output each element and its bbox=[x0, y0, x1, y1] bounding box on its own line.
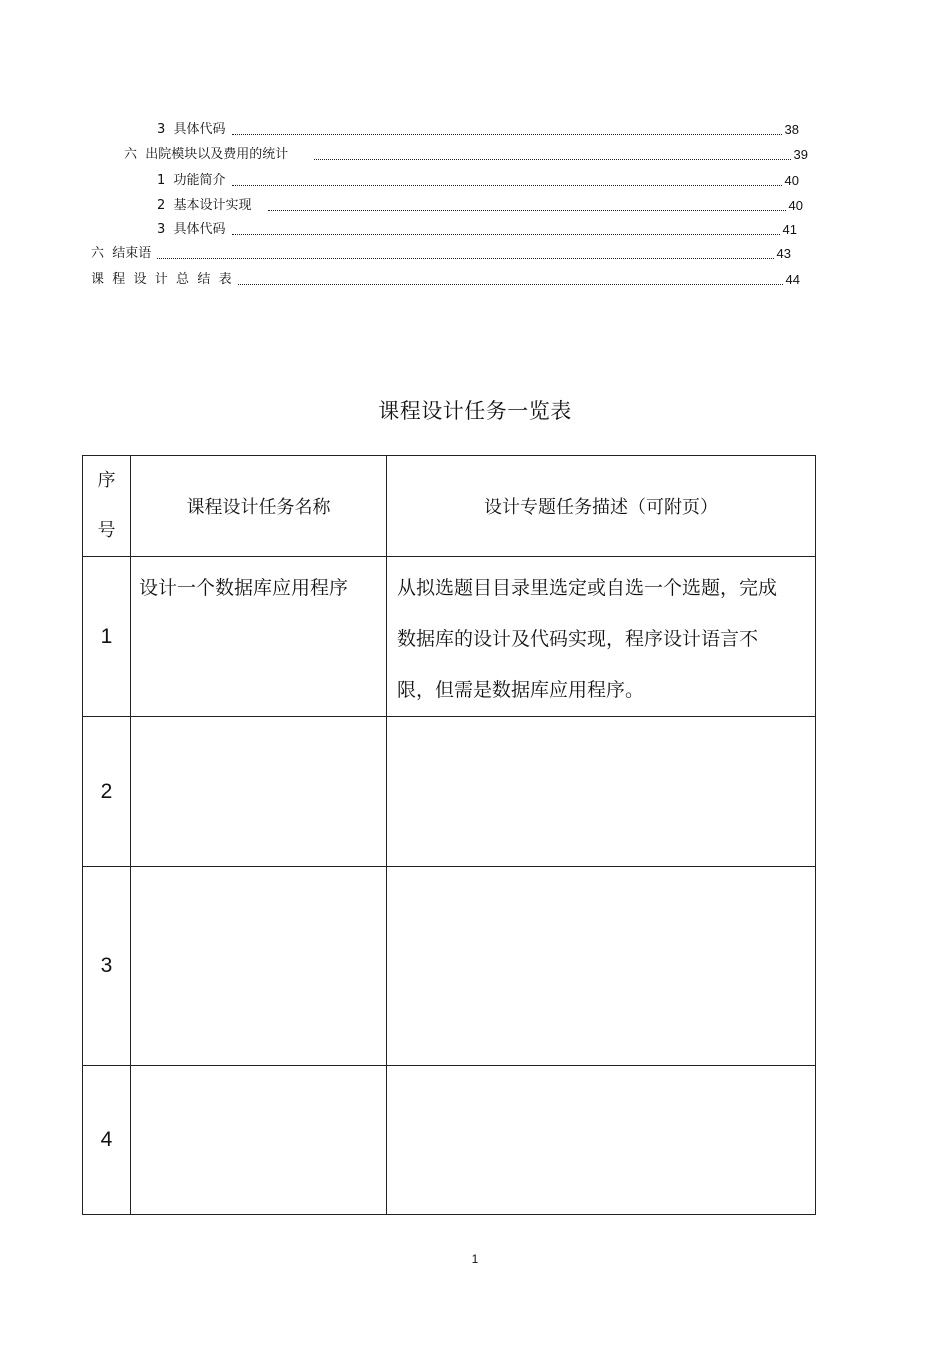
table-row bbox=[83, 557, 816, 717]
task-name-cell[interactable] bbox=[131, 717, 387, 867]
toc-label: 六 结束语 bbox=[91, 246, 152, 261]
header-number-line2: 号 bbox=[97, 520, 116, 541]
toc-entry[interactable] bbox=[124, 145, 808, 163]
task-name-cell[interactable]: 设计一个数据库应用程序 bbox=[131, 557, 387, 717]
toc-entry[interactable] bbox=[157, 196, 803, 214]
task-description-cell[interactable] bbox=[387, 1066, 816, 1215]
toc-page: 44 bbox=[785, 272, 800, 287]
toc-leader bbox=[314, 158, 790, 160]
task-description-cell[interactable] bbox=[387, 717, 816, 867]
task-description-cell[interactable]: 从拟选题目目录里选定或自选一个选题，完成数据库的设计及代码实现，程序设计语言不限，但需是数据库应用程序。 bbox=[387, 557, 816, 717]
toc-label: 六 出院模块以及费用的统计 bbox=[124, 147, 289, 162]
header-number-line1: 序 bbox=[97, 470, 116, 491]
page-title: 课程设计任务一览表 bbox=[378, 399, 572, 423]
toc-leader bbox=[232, 133, 782, 135]
toc-leader bbox=[238, 283, 783, 285]
toc-leader bbox=[268, 209, 786, 211]
toc-page: 39 bbox=[793, 147, 808, 162]
row-number: 3 bbox=[83, 867, 131, 1066]
header-task-description: 设计专题任务描述（可附页） bbox=[387, 456, 816, 557]
toc-label: 2 基本设计实现 bbox=[157, 198, 252, 213]
table-row bbox=[83, 867, 816, 1066]
toc-entry[interactable] bbox=[157, 220, 797, 238]
table-row bbox=[83, 1066, 816, 1215]
toc-entry[interactable] bbox=[91, 270, 800, 288]
toc-leader bbox=[157, 257, 773, 259]
toc-label: 课 程 设 计 总 结 表 bbox=[91, 272, 232, 287]
toc-leader bbox=[232, 233, 780, 235]
header-number bbox=[83, 456, 131, 557]
row-number: 2 bbox=[83, 717, 131, 867]
task-name-cell[interactable] bbox=[131, 867, 387, 1066]
page-number: 1 bbox=[471, 1252, 479, 1266]
toc-entry[interactable] bbox=[157, 171, 799, 189]
toc-page: 38 bbox=[784, 122, 799, 137]
table-row bbox=[83, 717, 816, 867]
header-task-name: 课程设计任务名称 bbox=[131, 456, 387, 557]
toc-label: 1 功能简介 bbox=[157, 173, 226, 188]
task-description-cell[interactable] bbox=[387, 867, 816, 1066]
task-name-cell[interactable] bbox=[131, 1066, 387, 1215]
toc-entry[interactable] bbox=[157, 120, 799, 138]
row-number: 4 bbox=[83, 1066, 131, 1215]
table-header-row bbox=[83, 456, 816, 557]
toc-label: 3 具体代码 bbox=[157, 222, 226, 237]
toc-entry[interactable] bbox=[91, 244, 791, 262]
task-table bbox=[82, 455, 816, 1215]
toc-leader bbox=[232, 184, 782, 186]
toc-label: 3 具体代码 bbox=[157, 122, 226, 137]
toc-page: 43 bbox=[776, 246, 791, 261]
toc-page: 40 bbox=[784, 173, 799, 188]
row-number: 1 bbox=[83, 557, 131, 717]
toc-page: 41 bbox=[782, 222, 797, 237]
toc-page: 40 bbox=[788, 198, 803, 213]
